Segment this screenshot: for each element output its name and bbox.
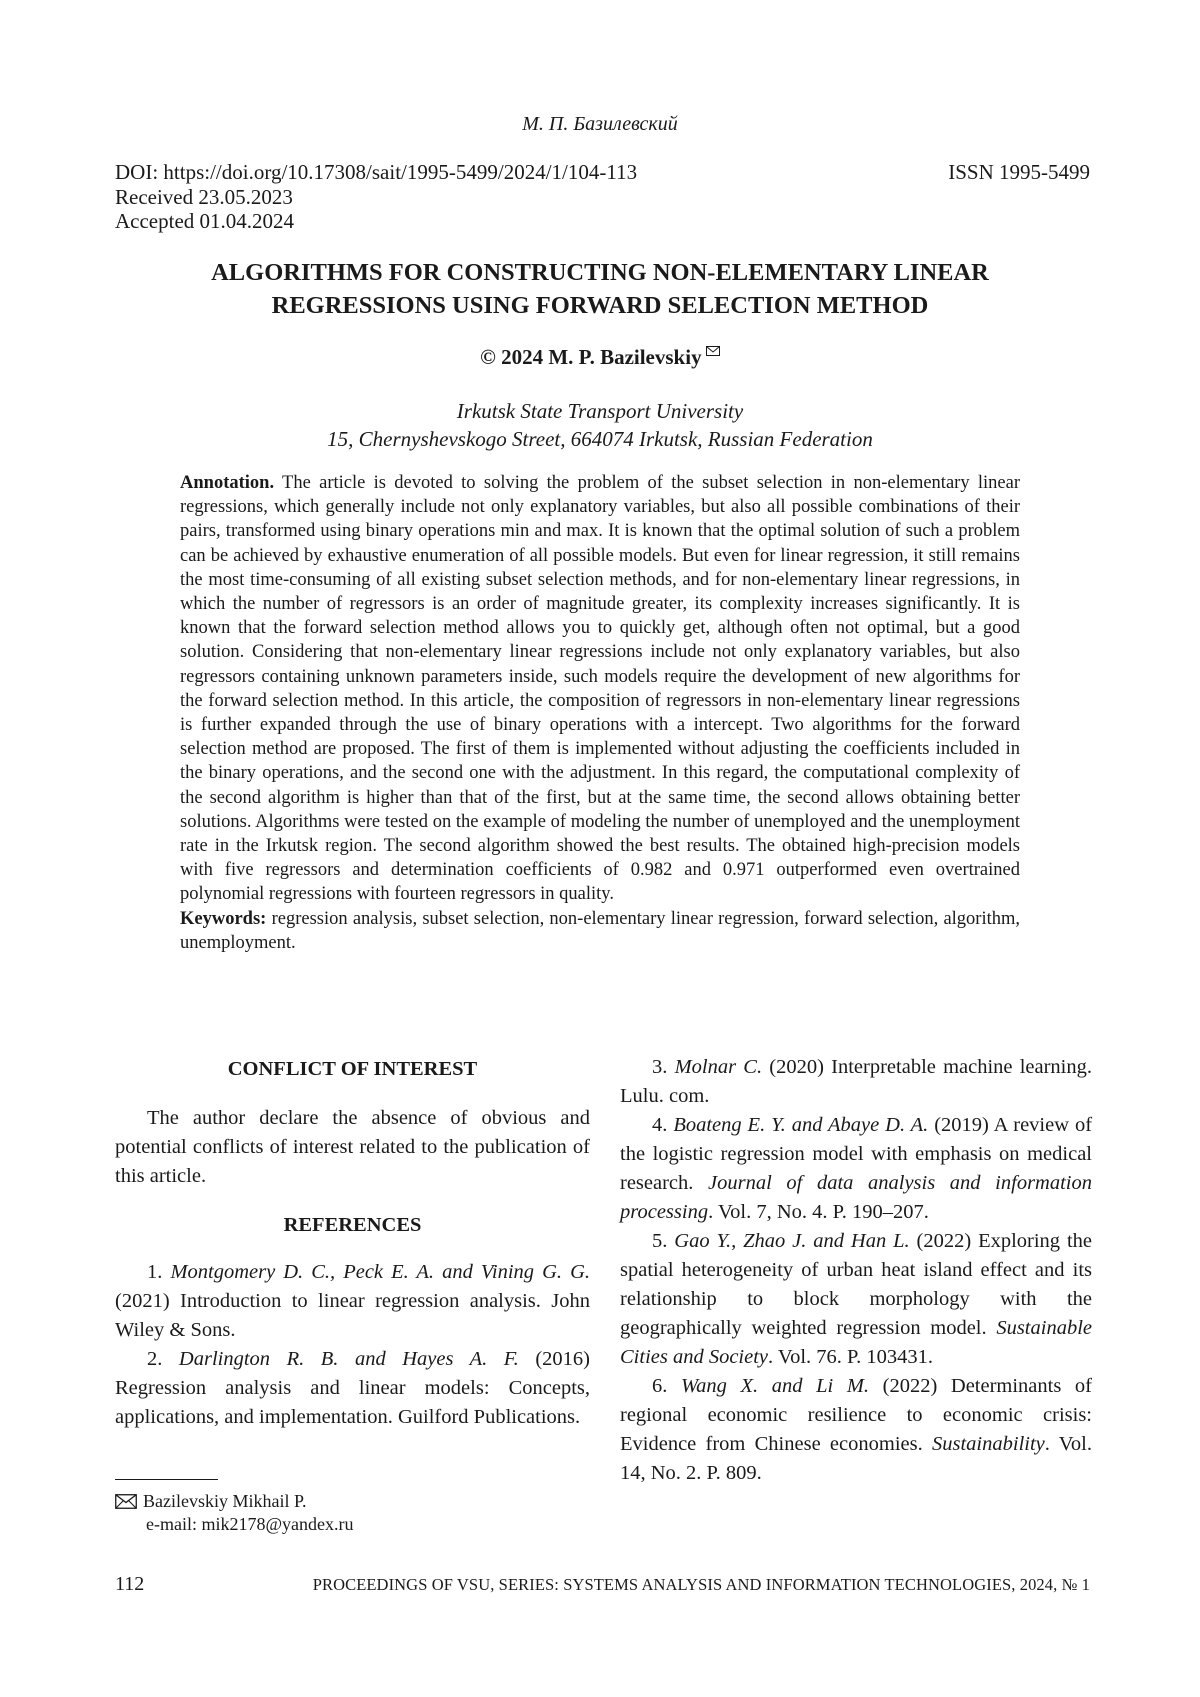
- keywords: [180, 907, 1020, 955]
- reference-item: 1. Montgomery D. C., Peck E. A. and Vining G. G. (2021) Introduction to linear regression analysis. John Wiley & Sons.: [115, 1261, 591, 1341]
- author-copyright: © 2024 M. P. Bazilevskiy: [480, 345, 702, 369]
- affiliation: [0, 397, 1200, 453]
- running-head: М. П. Базилевский: [522, 113, 678, 135]
- article-meta: [115, 160, 637, 234]
- footnote: [115, 1490, 354, 1536]
- left-column: [115, 1055, 590, 1432]
- issn: ISSN 1995-5499: [948, 160, 1090, 184]
- envelope-icon: [115, 1492, 137, 1507]
- references-heading: REFERENCES: [283, 1214, 422, 1236]
- right-column: [620, 1053, 1092, 1488]
- keywords-label: Keywords:: [180, 908, 267, 929]
- keywords-text: regression analysis, subset selection, non-elementary linear regression, forward selection, algorithm, unemployment.: [180, 908, 1020, 953]
- reference-item: 2. Darlington R. B. and Hayes A. F. (2016) Regression analysis and linear models: Concepts, applications, and implementation. Guilford Publications.: [115, 1348, 591, 1428]
- reference-item: 6. Wang X. and Li M. (2022) Determinants of regional economic resilience to economic crisis: Evidence from Chinese economies. Sustainability. Vol. 14, No. 2. P. 809.: [620, 1375, 1093, 1484]
- footnote-email[interactable]: e-mail: mik2178@yandex.ru: [146, 1514, 354, 1534]
- accepted-date: Accepted 01.04.2024: [115, 209, 295, 233]
- author-line: [0, 344, 1200, 370]
- title-line-1: ALGORITHMS FOR CONSTRUCTING NON-ELEMENTARY LINEAR: [211, 259, 989, 286]
- conflict-text: The author declare the absence of obvious and potential conflicts of interest related to the publication of this article.: [115, 1107, 590, 1187]
- reference-item: 5. Gao Y., Zhao J. and Han L. (2022) Exploring the spatial heterogeneity of urban heat island effect and its relationship to block morphology with the geographically weighted regression model. Sustainable Cities and Society. Vol. 76. P. 103431.: [620, 1230, 1092, 1368]
- journal-name: PROCEEDINGS OF VSU, SERIES: SYSTEMS ANALYSIS AND INFORMATION TECHNOLOGIES, 2024, № 1: [312, 1575, 1090, 1594]
- affiliation-name: Irkutsk State Transport University: [456, 399, 744, 423]
- reference-item: 4. Boateng E. Y. and Abaye D. A. (2019) A review of the logistic regression model with emphasis on medical research. Journal of data analysis and information processing. Vol. 7, No. 4. P. 190–207.: [620, 1114, 1093, 1223]
- footnote-author: Bazilevskiy Mikhail P.: [143, 1491, 307, 1511]
- received-date: Received 23.05.2023: [115, 184, 293, 209]
- page-number: 112: [115, 1573, 145, 1595]
- abstract: [180, 471, 1020, 955]
- abstract-body: [180, 471, 1020, 907]
- title-line-2: REGRESSIONS USING FORWARD SELECTION METHOD: [271, 292, 929, 319]
- abstract-label: Annotation.: [180, 473, 275, 493]
- doi-line[interactable]: DOI: https://doi.org/10.17308/sait/1995-5499/2024/1/104-113: [115, 160, 638, 184]
- abstract-text: The article is devoted to solving the problem of the subset selection in non-elementary linear regressions, which generally include not only explanatory variables, but also all possible combinations of their pairs, transformed using binary operations min and max. It is known that the optimal solution of such a problem can be achieved by exhaustive enumeration of all possible models. But even for linear regression, it still remains the most time-consuming of all existing subset selection methods, and for non-elementary linear regressions, in which the number of regressors is an order of magnitude greater, its complexity increases significantly. It is known that the forward selection method allows you to quickly get, although often not optimal, but a good solution. Considering that non-elementary linear regressions include not only explanatory variables, but also regressors containing unknown parameters inside, such models require the development of new algorithms for the forward selection method. In this article, the composition of regressors in non-elementary linear regressions is further expanded through the use of binary operations with a intercept. Two algorithms for the forward selection method are proposed. The first of them is implemented without adjusting the coefficients included in the binary operations, and the second one with the adjustment. In this regard, the computational complexity of the second algorithm is higher than that of the first, but at the same time, the second allows obtaining better solutions. Algorithms were tested on the example of modeling the number of unemployed and the unemployment rate in the Irkutsk region. The second algorithm showed the best results. The obtained high-precision models with five regressors and determination coefficients of 0.982 and 0.971 outperformed even overtrained polynomial regressions with fourteen regressors in quality.: [180, 473, 1020, 905]
- article-title: [150, 256, 1050, 322]
- affiliation-address: 15, Chernyshevskogo Street, 664074 Irkutsk, Russian Federation: [327, 427, 873, 451]
- footnote-divider: [115, 1479, 218, 1480]
- reference-item: 3. Molnar C. (2020) Interpretable machine learning. Lulu. com.: [620, 1056, 1092, 1107]
- envelope-icon: [703, 344, 720, 359]
- conflict-heading: CONFLICT OF INTEREST: [227, 1058, 478, 1080]
